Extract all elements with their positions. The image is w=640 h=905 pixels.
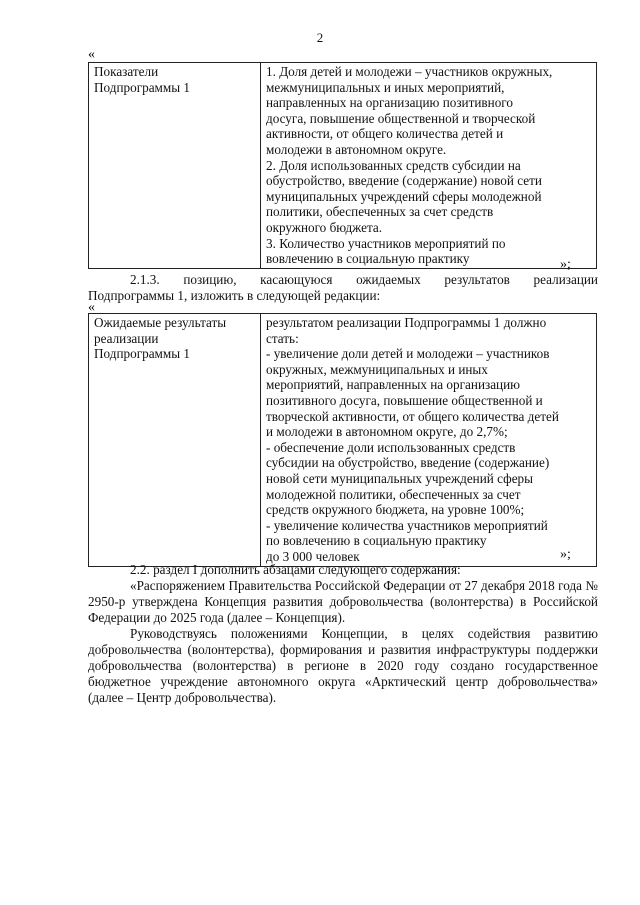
content-line: окружных, межмуниципальных и иных: [266, 361, 488, 377]
content-line: 2. Доля использованных средств субсидии на: [266, 157, 521, 173]
indicators-content-cell: [261, 63, 597, 269]
content-line: - увеличение количества участников мероприятий: [266, 517, 548, 533]
page-number: 2: [316, 30, 324, 45]
content-line: по вовлечению в социальную практику: [266, 533, 487, 549]
content-line: вовлечению в социальную практику: [266, 251, 470, 267]
label-line: Подпрограммы 1: [94, 79, 190, 95]
content-line: - обеспечение доли использованных средств: [266, 439, 516, 455]
content-line: до 3 000 человек: [266, 548, 360, 564]
content-line: субсидии на обустройство, введение (содержание): [266, 455, 550, 471]
paragraph-government-order: «Распоряжением Правительства Российской Федерации от 27 декабря 2018 года № 2950-р утверждена Концепция развития добровольчества (волонтерства) в Российской Федерации до 2025 года (далее – Концепция).: [88, 578, 598, 625]
paragraph-2-1-3: [88, 272, 598, 304]
content-line: средств окружного бюджета, на уровне 100%;: [266, 502, 525, 518]
content-line: активности, от общего количества детей и: [266, 126, 504, 142]
content-line: мероприятий, направленных на организацию: [266, 377, 521, 393]
content-line: результатом реализации Подпрограммы 1 должно: [266, 315, 547, 330]
content-line: муниципальных учреждений сферы молодежной: [266, 188, 542, 204]
expected-results-label-cell: [89, 314, 261, 567]
indicators-table: [88, 62, 597, 269]
content-line: творческой активности, от общего количества детей: [266, 408, 559, 424]
content-line: новой сети муниципальных учреждений сферы: [266, 470, 534, 486]
content-line: досуга, повышение общественной и творческой: [266, 110, 536, 126]
label-line: Подпрограммы 1: [94, 346, 190, 362]
content-line: направленных на организацию позитивного: [266, 95, 513, 111]
content-line: окружного бюджета.: [266, 219, 383, 235]
content-line: межмуниципальных и иных мероприятий,: [266, 79, 505, 95]
indicators-label-cell: [89, 63, 261, 269]
content-line: стать:: [266, 330, 299, 346]
label-line: Ожидаемые результаты: [94, 315, 227, 330]
label-line: реализации: [94, 330, 159, 346]
content-line: обустройство, введение (содержание) новой сети: [266, 173, 542, 189]
content-line: - увеличение доли детей и молодежи – участников: [266, 346, 550, 362]
paragraph-volunteer-center: Руководствуясь положениями Концепции, в целях содействия развитию добровольчества (волонтерства), формирования и развития инфраструктуры поддержки добровольчества (волонтерства) в регионе в 2020 году создано государственное бюджетное учреждение автономного округа «Арктический центр добровольчества» (далее – Центр добровольчества).: [88, 626, 598, 705]
expected-results-table: [88, 313, 597, 567]
paragraph-2-2: 2.2. раздел I дополнить абзацами следующего содержания:: [130, 562, 461, 577]
content-line: молодежной политики, обеспеченных за счет: [266, 486, 521, 502]
content-line: 1. Доля детей и молодежи – участников окружных,: [266, 64, 553, 79]
content-line: 3. Количество участников мероприятий по: [266, 235, 506, 251]
content-line: и молодежи в автономном округе, до 2,7%;: [266, 424, 508, 440]
table-row: [89, 314, 597, 567]
close-quote-2: »;: [560, 547, 571, 562]
open-quote-2: «: [88, 300, 95, 315]
content-line: молодежи в автономном округе.: [266, 141, 447, 157]
paragraph-line: Подпрограммы 1, изложить в следующей редакции:: [88, 288, 381, 303]
expected-results-content-cell: [261, 314, 597, 567]
open-quote-1: «: [88, 47, 95, 62]
label-line: Показатели: [94, 64, 159, 79]
table-row: [89, 63, 597, 269]
content-line: позитивного досуга, повышение общественной и: [266, 392, 543, 408]
paragraph-line: 2.1.3. позицию, касающуюся ожидаемых результатов реализации: [130, 272, 598, 287]
content-line: политики, обеспеченных за счет средств: [266, 204, 494, 220]
close-quote-1: »;: [560, 257, 571, 272]
